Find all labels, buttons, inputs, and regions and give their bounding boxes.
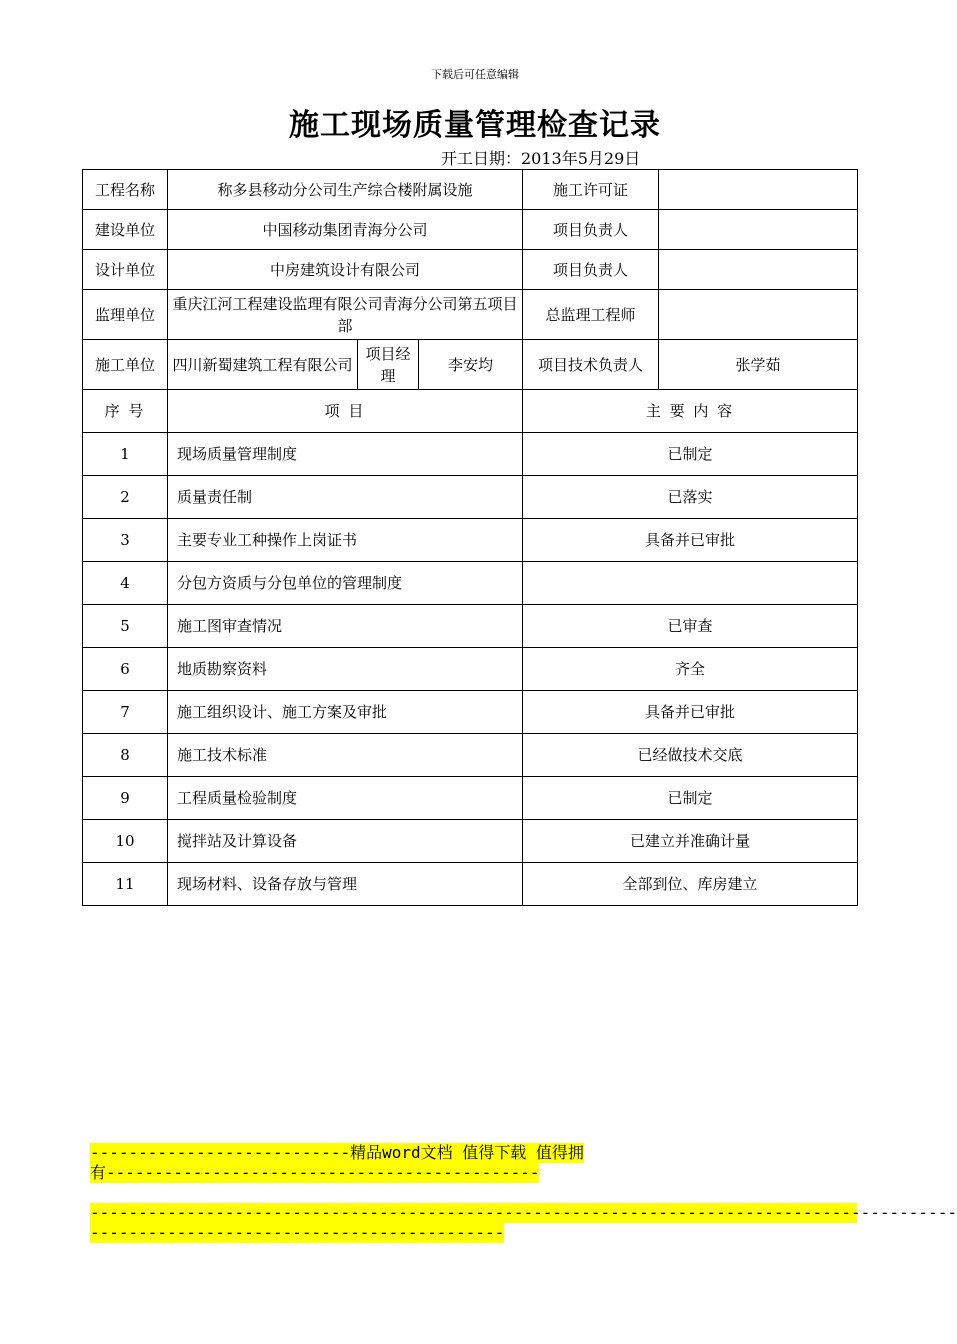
row-item: 施工组织设计、施工方案及审批 bbox=[168, 691, 523, 734]
table-row bbox=[83, 433, 858, 476]
table-row bbox=[83, 777, 858, 820]
chief-engineer-value bbox=[659, 290, 858, 340]
owner-value: 中国移动集团青海分公司 bbox=[168, 210, 523, 250]
row-number: 11 bbox=[83, 863, 168, 906]
design-label: 设计单位 bbox=[83, 250, 168, 290]
row-content: 具备并已审批 bbox=[523, 691, 858, 734]
row-number: 5 bbox=[83, 605, 168, 648]
table-row bbox=[83, 820, 858, 863]
table-row bbox=[83, 476, 858, 519]
row-number: 9 bbox=[83, 777, 168, 820]
row-content: 已审查 bbox=[523, 605, 858, 648]
row-item: 主要专业工种操作上岗证书 bbox=[168, 519, 523, 562]
table-row bbox=[83, 648, 858, 691]
row-item: 施工图审查情况 bbox=[168, 605, 523, 648]
pm-value: 李安均 bbox=[419, 340, 523, 390]
row-content: 已经做技术交底 bbox=[523, 734, 858, 777]
row-number: 2 bbox=[83, 476, 168, 519]
row-content: 具备并已审批 bbox=[523, 519, 858, 562]
row-supervision bbox=[83, 290, 858, 340]
footer-banner-line-2: 有--------------------------------------------- bbox=[90, 1163, 540, 1182]
pm-label: 项目经理 bbox=[358, 340, 419, 390]
table-row bbox=[83, 562, 858, 605]
footer-banner-line-1: ---------------------------精品word文档 值得下载 值得拥 bbox=[90, 1143, 584, 1162]
table-row bbox=[83, 863, 858, 906]
design-lead-label: 项目负责人 bbox=[523, 250, 659, 290]
row-content: 已制定 bbox=[523, 777, 858, 820]
tech-lead-label: 项目技术负责人 bbox=[523, 340, 659, 390]
row-number: 4 bbox=[83, 562, 168, 605]
column-header-content: 主 要 内 容 bbox=[523, 390, 858, 433]
project-name-label: 工程名称 bbox=[83, 170, 168, 210]
start-date: 开工日期：2013年5月29日 bbox=[441, 149, 641, 168]
table-row bbox=[83, 519, 858, 562]
supervision-value: 重庆江河工程建设监理有限公司青海分公司第五项目部 bbox=[168, 290, 523, 340]
tech-lead-value: 张学茹 bbox=[659, 340, 858, 390]
row-number: 1 bbox=[83, 433, 168, 476]
row-number: 8 bbox=[83, 734, 168, 777]
row-content bbox=[523, 562, 858, 605]
owner-lead-value bbox=[659, 210, 858, 250]
page-title: 施工现场质量管理检查记录 bbox=[289, 108, 661, 143]
row-item: 现场材料、设备存放与管理 bbox=[168, 863, 523, 906]
row-number: 6 bbox=[83, 648, 168, 691]
row-number: 3 bbox=[83, 519, 168, 562]
quality-check-table bbox=[82, 169, 858, 906]
footer-dash-line-1: ------------------------------------------------------------------------------------------ bbox=[90, 1203, 957, 1222]
row-content: 已建立并准确计量 bbox=[523, 820, 858, 863]
row-number: 7 bbox=[83, 691, 168, 734]
column-header-no: 序 号 bbox=[83, 390, 168, 433]
table-row bbox=[83, 734, 858, 777]
row-item: 施工技术标准 bbox=[168, 734, 523, 777]
chief-engineer-label: 总监理工程师 bbox=[523, 290, 659, 340]
row-content: 已制定 bbox=[523, 433, 858, 476]
row-item: 质量责任制 bbox=[168, 476, 523, 519]
row-owner bbox=[83, 210, 858, 250]
project-name-value: 称多县移动分公司生产综合楼附属设施 bbox=[168, 170, 523, 210]
row-content: 齐全 bbox=[523, 648, 858, 691]
row-contractor bbox=[83, 340, 858, 390]
supervision-label: 监理单位 bbox=[83, 290, 168, 340]
row-item: 现场质量管理制度 bbox=[168, 433, 523, 476]
table-row bbox=[83, 605, 858, 648]
permit-value bbox=[659, 170, 858, 210]
row-item: 工程质量检验制度 bbox=[168, 777, 523, 820]
row-item: 搅拌站及计算设备 bbox=[168, 820, 523, 863]
row-project-name bbox=[83, 170, 858, 210]
permit-label: 施工许可证 bbox=[523, 170, 659, 210]
design-value: 中房建筑设计有限公司 bbox=[168, 250, 523, 290]
header-note: 下载后可任意编辑 bbox=[431, 68, 519, 81]
row-design bbox=[83, 250, 858, 290]
table-header-row bbox=[83, 390, 858, 433]
table-row bbox=[83, 691, 858, 734]
design-lead-value bbox=[659, 250, 858, 290]
footer-dash-line-2: ------------------------------------------- bbox=[90, 1223, 505, 1242]
row-content: 全部到位、库房建立 bbox=[523, 863, 858, 906]
contractor-label: 施工单位 bbox=[83, 340, 168, 390]
row-content: 已落实 bbox=[523, 476, 858, 519]
contractor-value: 四川新蜀建筑工程有限公司 bbox=[168, 340, 358, 390]
owner-lead-label: 项目负责人 bbox=[523, 210, 659, 250]
row-item: 分包方资质与分包单位的管理制度 bbox=[168, 562, 523, 605]
row-number: 10 bbox=[83, 820, 168, 863]
owner-label: 建设单位 bbox=[83, 210, 168, 250]
column-header-item: 项 目 bbox=[168, 390, 523, 433]
row-item: 地质勘察资料 bbox=[168, 648, 523, 691]
